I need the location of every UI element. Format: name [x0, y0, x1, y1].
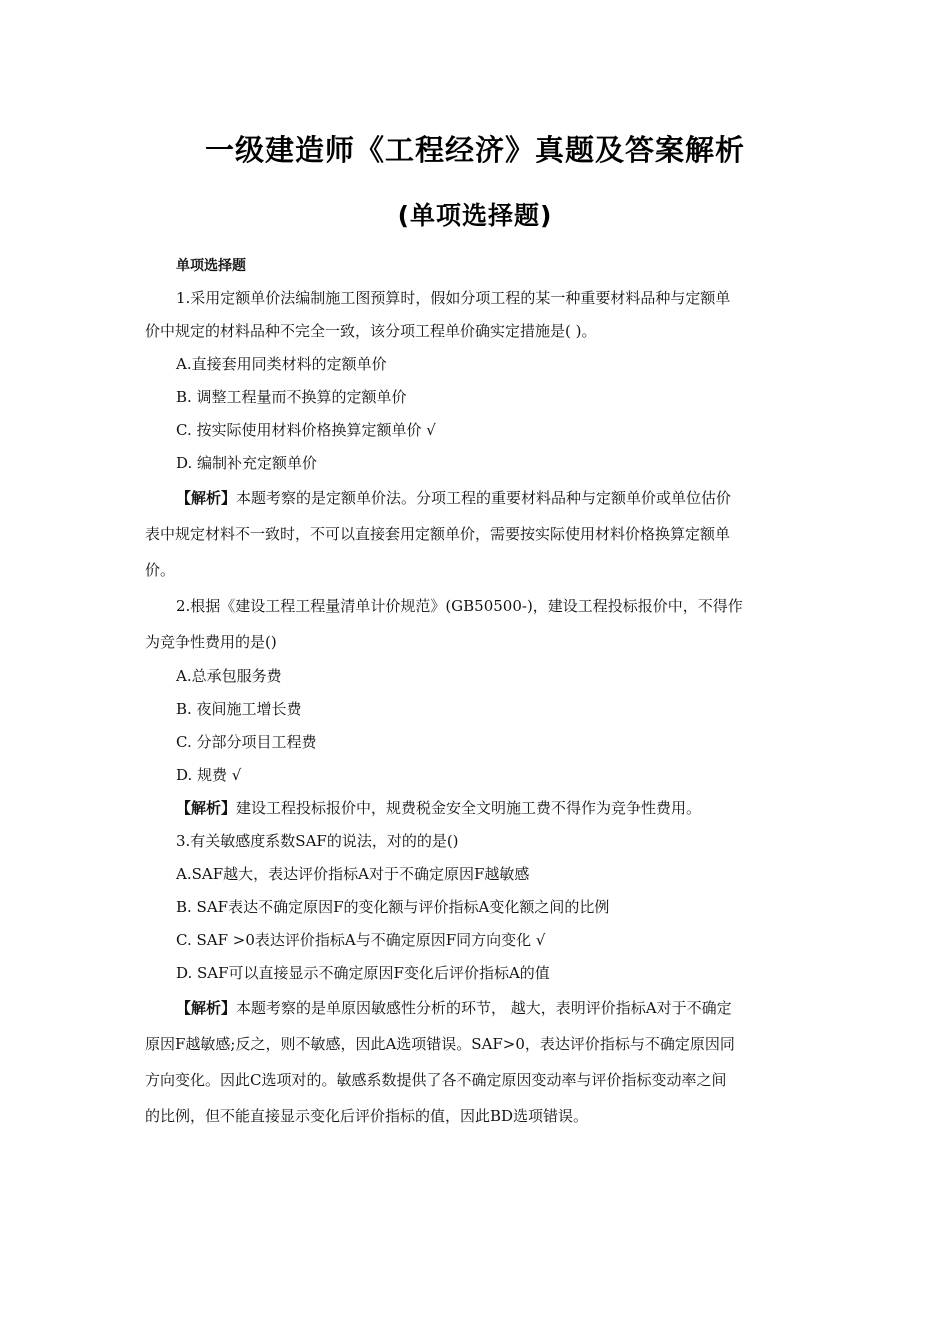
question-3-option-d: D. SAF可以直接显示不确定原因F变化后评价指标A的值	[176, 964, 550, 982]
question-1-option-d: D. 编制补充定额单价	[176, 454, 318, 472]
section-heading: 单项选择题	[176, 258, 246, 274]
question-2-option-a: A.总承包服务费	[176, 667, 282, 685]
question-2-analysis-label: 【解析】	[176, 799, 237, 817]
question-2-analysis-line-1: 建设工程投标报价中，规费税金安全文明施工费不得作为竞争性费用。	[236, 799, 702, 817]
question-3-option-a: A.SAF越大，表达评价指标A对于不确定原因F越敏感	[176, 865, 530, 883]
question-1-analysis-line-1: 本题考察的是定额单价法。分项工程的重要材料品种与定额单价或单位估价	[236, 489, 732, 507]
question-2-option-c: C. 分部分项目工程费	[176, 733, 317, 751]
question-1-option-b: B. 调整工程量而不换算的定额单价	[176, 388, 407, 406]
question-2-stem-line-2: 为竞争性费用的是()	[145, 633, 277, 651]
document-body	[145, 254, 807, 1134]
question-1-stem-line-1: 1.采用定额单价法编制施工图预算时，假如分项工程的某一种重要材料品种与定额单	[176, 289, 731, 307]
question-1-analysis	[145, 480, 807, 588]
question-1-analysis-label: 【解析】	[176, 489, 237, 507]
question-3-analysis-line-3: 方向变化。因此C选项对的。敏感系数提供了各不确定原因变动率与评价指标变动率之间	[145, 1071, 727, 1089]
question-3-stem-line-1: 3.有关敏感度系数SAF的说法，对的的是()	[176, 832, 459, 850]
document-subtitle: (单项选择题)	[397, 201, 553, 230]
question-3-analysis-line-4: 的比例，但不能直接显示变化后评价指标的值，因此BD选项错误。	[145, 1107, 589, 1125]
question-2	[145, 588, 807, 825]
question-3-analysis-label: 【解析】	[176, 999, 237, 1017]
question-1	[145, 282, 807, 588]
question-3-analysis-line-2: 原因F越敏感;反之，则不敏感，因此A选项错误。SAF>0，表达评价指标与不确定原因同	[145, 1035, 735, 1053]
question-3-analysis-line-1: 本题考察的是单原因敏感性分析的环节， 越大，表明评价指标A对于不确定	[236, 999, 732, 1017]
question-1-option-c: C. 按实际使用材料价格换算定额单价 √	[176, 421, 436, 439]
question-1-analysis-line-2: 表中规定材料不一致时，不可以直接套用定额单价，需要按实际使用材料价格换算定额单	[145, 525, 731, 543]
question-3-option-c: C. SAF >0表达评价指标A与不确定原因F同方向变化 √	[176, 931, 546, 949]
document-title: 一级建造师《工程经济》真题及答案解析	[204, 133, 745, 167]
question-3-option-b: B. SAF表达不确定原因F的变化额与评价指标A变化额之间的比例	[176, 898, 610, 916]
question-2-analysis	[145, 792, 807, 825]
question-2-option-b: B. 夜间施工增长费	[176, 700, 302, 718]
question-1-stem-line-2: 价中规定的材料品种不完全一致，该分项工程单价确实定措施是( )。	[145, 322, 597, 340]
question-3-analysis	[145, 990, 807, 1134]
question-2-option-d: D. 规费 √	[176, 766, 242, 784]
question-2-stem-line-1: 2.根据《建设工程工程量清单计价规范》(GB50500-)，建设工程投标报价中，不得作	[176, 597, 743, 615]
question-3	[145, 825, 807, 1134]
question-1-option-a: A.直接套用同类材料的定额单价	[176, 355, 387, 373]
question-1-analysis-line-3: 价。	[145, 561, 176, 579]
